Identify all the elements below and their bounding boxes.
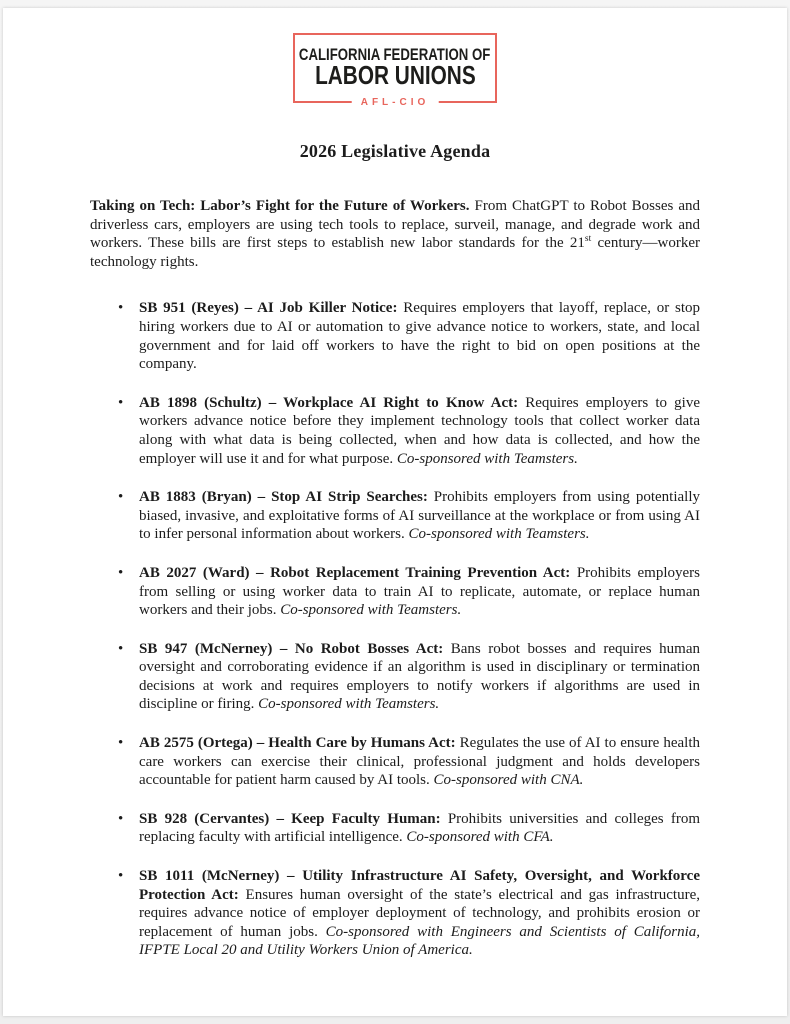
intro-text-tail: century—worker technology rights.	[90, 235, 700, 270]
bill-cosponsor: Co-sponsored with Teamsters.	[393, 450, 578, 467]
bill-body: Ensures human oversight of the state’s electrical and gas infrastructure, requires advance notice of employer deployment of technology, and prohibits erosion or replacement of human jobs.	[139, 886, 700, 940]
bill-lead: SB 947 (McNerney) – No Robot Bosses Act:	[139, 640, 444, 657]
bill-item-ab-2575	[139, 734, 700, 790]
intro-bold-lead: Taking on Tech: Labor’s Fight for the Future of Workers.	[90, 198, 470, 214]
ordinal-superscript: st	[584, 234, 592, 245]
bill-lead: AB 2027 (Ward) – Robot Replacement Training Prevention Act:	[139, 564, 571, 581]
bill-cosponsor: Co-sponsored with Engineers and Scientists of California, IFPTE Local 20 and Utility Workers Union of America.	[139, 923, 700, 959]
logo-afl-cio-label: AFL-CIO	[352, 97, 439, 108]
bill-lead: SB 951 (Reyes) – AI Job Killer Notice:	[139, 300, 398, 317]
bill-item-ab-1898	[139, 394, 700, 468]
bill-item-sb-1011	[139, 867, 700, 960]
intro-text: From ChatGPT to Robot Bosses and driverless cars, employers are using tech tools to replace, surveil, manage, and degrade work and workers. These bills are first steps to establish new labor standards for the 21	[90, 198, 700, 252]
logo-line2: LABOR UNIONS	[314, 60, 476, 91]
bill-body: Prohibits universities and colleges from replacing faculty with artificial intelligence.	[139, 810, 701, 846]
bill-cosponsor: Co-sponsored with Teamsters.	[254, 696, 440, 713]
page-title: 2026 Legislative Agenda	[299, 141, 491, 161]
document-page	[3, 8, 787, 1016]
bill-lead: AB 1898 (Schultz) – Workplace AI Right to Know Act:	[139, 394, 519, 411]
bill-body: Prohibits employers from selling or using worker data to train AI to replicate, automate, or replace human workers and their jobs.	[139, 564, 700, 619]
bill-item-sb-947	[139, 640, 700, 714]
bill-lead: AB 2575 (Ortega) – Health Care by Humans Act:	[139, 735, 456, 752]
intro-paragraph	[90, 197, 700, 271]
bill-lead: SB 928 (Cervantes) – Keep Faculty Human:	[139, 810, 441, 827]
bill-body: Bans robot bosses and requires human oversight and corroborating evidence if an algorithm is used in disciplinary or termination decisions at work and requires employers to notify workers if algorithms are used in discipline or firing.	[139, 640, 700, 713]
org-logo	[293, 33, 497, 108]
bill-cosponsor: Co-sponsored with CFA.	[402, 829, 554, 846]
bill-body: Regulates the use of AI to ensure health care workers can exercise their clinical, professional judgment and holds developers accountable for patient harm caused by AI tools.	[139, 735, 700, 789]
bill-cosponsor: Co-sponsored with Teamsters.	[404, 526, 590, 543]
bill-body: Requires employers that layoff, replace, or stop hiring workers due to AI or automation to give advance notice to workers, state, and local government and for laid off workers to have the right to bid on open positions at the company.	[139, 300, 701, 373]
bill-item-ab-1883	[139, 488, 700, 544]
bill-cosponsor: Co-sponsored with Teamsters.	[276, 602, 462, 619]
bill-item-sb-951	[139, 299, 700, 373]
bill-item-sb-928	[139, 810, 700, 847]
logo-line1: CALIFORNIA FEDERATION OF	[299, 46, 491, 65]
bill-item-ab-2027	[139, 564, 700, 620]
bill-lead: SB 1011 (McNerney) – Utility Infrastructure AI Safety, Oversight, and Workforce Protection Act:	[139, 868, 700, 903]
bill-lead: AB 1883 (Bryan) – Stop AI Strip Searches:	[139, 489, 428, 506]
bill-body: Requires employers to give workers advance notice before they implement technology tools that collect worker data along with what data is being collected, when and how data is collected, and how the employer will use it and for what purpose.	[139, 394, 700, 467]
bill-body: Prohibits employers from using potentially biased, invasive, and exploitative forms of AI surveillance at the workplace or from using AI to infer personal information about workers.	[139, 489, 700, 543]
bill-list	[90, 299, 700, 960]
bill-cosponsor: Co-sponsored with CNA.	[429, 772, 584, 789]
